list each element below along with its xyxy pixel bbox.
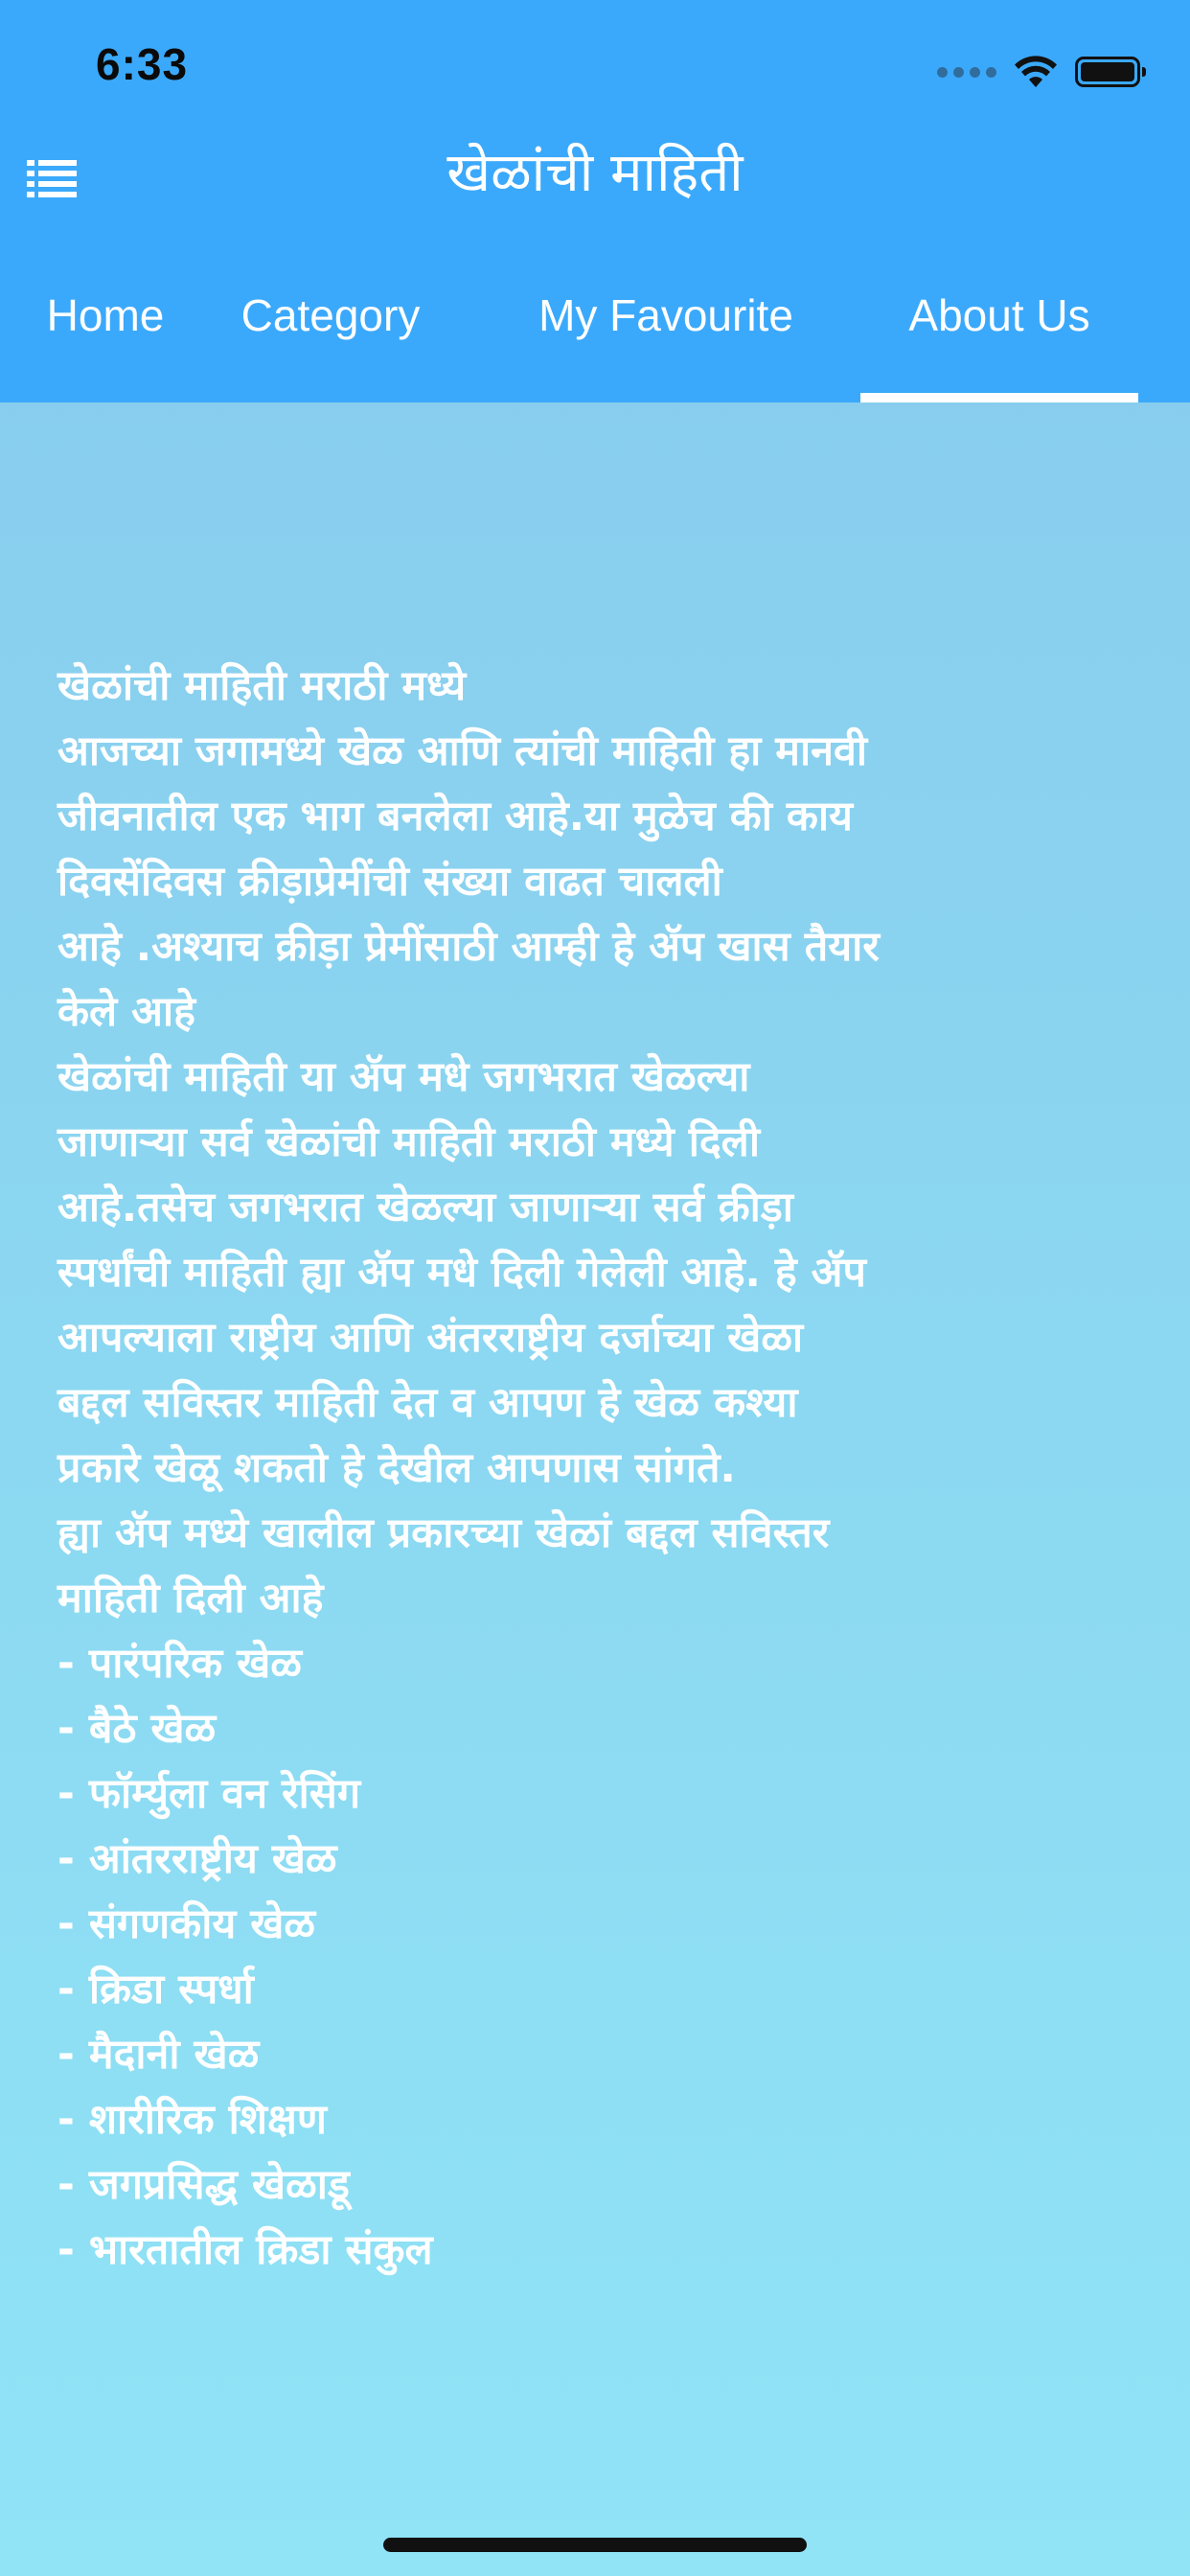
about-text-line: दिवसेंदिवस क्रीड़ाप्रेमींची संख्या वाढत चालली — [57, 858, 722, 906]
tab-my-favourite[interactable]: My Favourite — [538, 290, 793, 340]
category-list-item: - भारतातील क्रिडा संकुल — [57, 2226, 433, 2274]
status-time: 6:33 — [96, 39, 189, 89]
home-indicator[interactable] — [383, 2538, 807, 2552]
about-text-line: जाणाऱ्या सर्व खेळांची माहिती मराठी मध्ये दिली — [57, 1118, 760, 1166]
category-list-item: - संगणकीय खेळ — [57, 1900, 316, 1948]
cellular-signal-icon — [937, 67, 996, 78]
status-indicators — [937, 48, 1140, 96]
category-list-item: - आंतरराष्ट्रीय खेळ — [57, 1835, 337, 1883]
about-text-line: आहे .अश्याच क्रीड़ा प्रेमींसाठी आम्ही हे ॲप खास तैयार — [57, 923, 880, 971]
category-list-item: - जगप्रसिद्ध खेळाडू — [57, 2161, 350, 2209]
about-text-line: ह्या ॲप मध्ये खालील प्रकारच्या खेळां बद्दल सविस्तर — [57, 1509, 830, 1557]
category-list-item: - शारीरिक शिक्षण — [57, 2096, 327, 2144]
about-text-line: प्रकारे खेळू शकतो हे देखील आपणास सांगते. — [57, 1444, 736, 1492]
tab-home[interactable]: Home — [46, 290, 165, 340]
category-list-item: - क्रिडा स्पर्धा — [57, 1966, 254, 2013]
category-list-item: - फॉर्म्युला वन रेसिंग — [57, 1770, 361, 1818]
about-text-line: आपल्याला राष्ट्रीय आणि अंतरराष्ट्रीय दर्जाच्या खेळा — [57, 1314, 804, 1362]
about-text-line: केले आहे — [57, 988, 195, 1036]
header-bar — [0, 0, 1190, 402]
about-text-line: आहे.तसेच जगभरात खेळल्या जाणाऱ्या सर्व क्रीड़ा — [57, 1184, 793, 1231]
battery-icon — [1075, 57, 1140, 87]
tab-about-us[interactable]: About Us — [908, 290, 1090, 340]
tab-category[interactable]: Category — [240, 290, 421, 340]
tab-bar — [0, 278, 1190, 402]
about-text-line: खेळांची माहिती या ॲप मधे जगभरात खेळल्या — [57, 1053, 750, 1101]
about-text-line: माहिती दिली आहे — [57, 1575, 324, 1622]
about-text-line: जीवनातील एक भाग बनलेला आहे.या मुळेच की काय — [57, 793, 853, 840]
category-list-item: - पारंपरिक खेळ — [57, 1640, 302, 1688]
about-text-line: स्पर्धांची माहिती ह्या ॲप मधे दिली गेलेली आहे. हे ॲप — [57, 1249, 866, 1297]
about-us-content — [57, 654, 1140, 2283]
wifi-icon — [1014, 55, 1058, 89]
category-list-item: - मैदानी खेळ — [57, 2031, 260, 2079]
about-text-line: खेळांची माहिती मराठी मध्ये — [57, 662, 467, 710]
about-text-line: बद्दल सविस्तर माहिती देत व आपण हे खेळ कश्या — [57, 1379, 798, 1427]
selected-tab-indicator — [860, 393, 1138, 402]
app-title: खेळांची माहिती — [446, 142, 744, 204]
about-text-line: आजच्या जगामध्ये खेळ आणि त्यांची माहिती हा मानवी — [57, 727, 868, 775]
category-list-item: - बैठे खेळ — [57, 1705, 217, 1753]
